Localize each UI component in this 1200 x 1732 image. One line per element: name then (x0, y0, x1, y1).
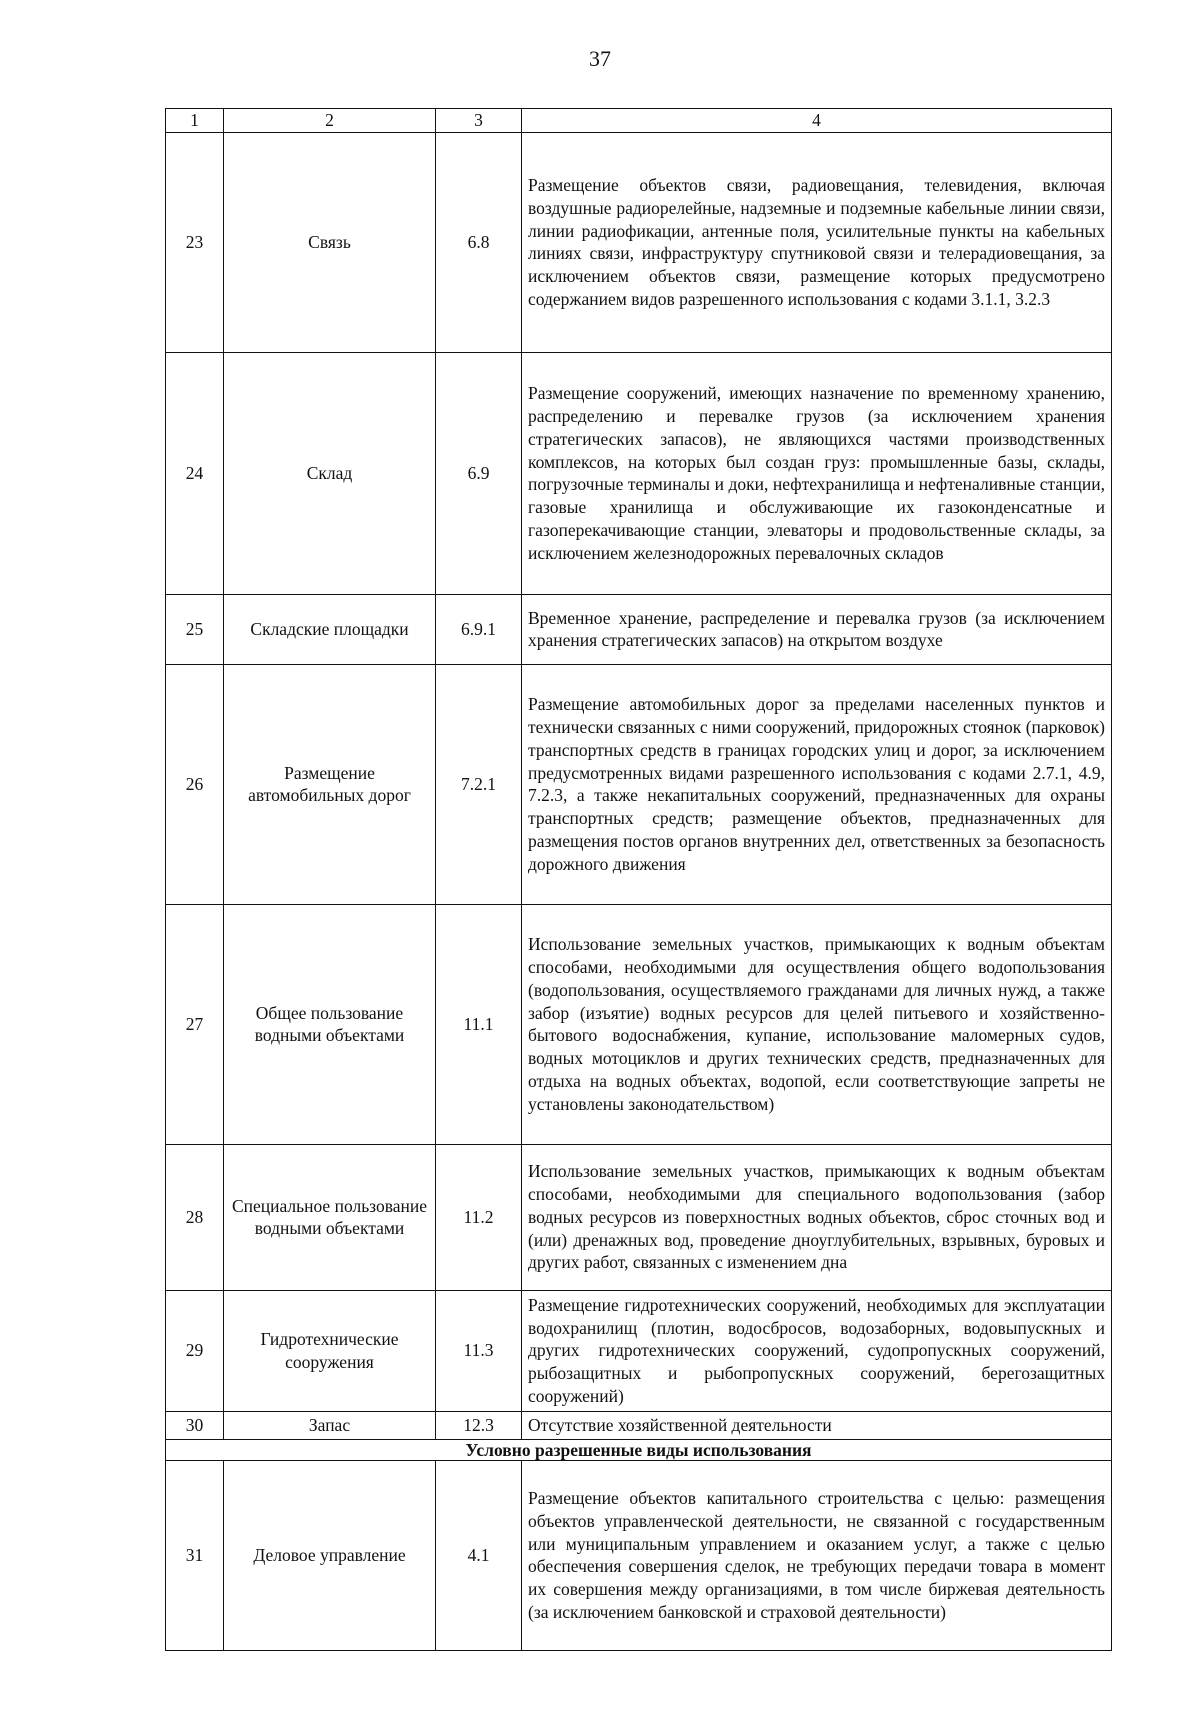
use-type-description: Отсутствие хозяйственной деятельности (522, 1411, 1112, 1439)
table-row (166, 594, 1112, 664)
use-type-name: Гидротехнические сооружения (224, 1290, 436, 1411)
use-type-code: 12.3 (436, 1411, 522, 1439)
use-type-name: Связь (224, 132, 436, 352)
section-title: Условно разрешенные виды использования (166, 1439, 1112, 1460)
row-number: 25 (166, 594, 224, 664)
use-type-code: 11.3 (436, 1290, 522, 1411)
use-type-description: Размещение объектов связи, радиовещания, телевидения, включая воздушные радиорелейные, надземные и подземные кабельные линии связи, линии радиофикации, антенные поля, усилительные пункты на кабельных линиях связи, инфраструктуру спутниковой связи и телерадиовещания, за исключением объектов связи, размещение которых предусмотрено содержанием видов разрешенного использования с кодами 3.1.1, 3.2.3 (522, 132, 1112, 352)
use-type-description: Размещение гидротехнических сооружений, необходимых для эксплуатации водохранилищ (плотин, водосбросов, водозаборных, водовыпускных и других гидротехнических сооружений, судопропускных сооружений, рыбозащитных и рыбопропускных сооружений, берегозащитных сооружений) (522, 1290, 1112, 1411)
use-type-code: 11.1 (436, 904, 522, 1144)
table-header-row (166, 109, 1112, 133)
row-number: 24 (166, 352, 224, 594)
use-type-name: Деловое управление (224, 1460, 436, 1650)
use-type-code: 4.1 (436, 1460, 522, 1650)
row-number: 23 (166, 132, 224, 352)
use-type-name: Запас (224, 1411, 436, 1439)
use-type-name: Складские площадки (224, 594, 436, 664)
column-header-1: 1 (166, 109, 224, 133)
use-type-code: 6.9 (436, 352, 522, 594)
use-type-code: 11.2 (436, 1144, 522, 1290)
table-row (166, 904, 1112, 1144)
row-number: 30 (166, 1411, 224, 1439)
column-header-3: 3 (436, 109, 522, 133)
use-type-description: Размещение сооружений, имеющих назначение по временному хранению, распределению и перевалке грузов (за исключением хранения стратегических запасов), не являющихся частями производственных комплексов, на которых был создан груз: промышленные базы, склады, погрузочные терминалы и доки, нефтехранилища и нефтеналивные станции, газовые хранилища и обслуживающие их газоконденсатные и газоперекачивающие станции, элеваторы и продовольственные склады, за исключением железнодорожных перевалочных складов (522, 352, 1112, 594)
use-type-code: 7.2.1 (436, 664, 522, 904)
table-row (166, 664, 1112, 904)
row-number: 27 (166, 904, 224, 1144)
use-type-code: 6.8 (436, 132, 522, 352)
row-number: 26 (166, 664, 224, 904)
table-row (166, 1411, 1112, 1439)
use-type-description: Размещение автомобильных дорог за пределами населенных пунктов и технически связанных с ними сооружений, придорожных стоянок (парковок) транспортных средств в границах городских улиц и дорог, за исключением предусмотренных видами разрешенного использования с кодами 2.7.1, 4.9, 7.2.3, а также некапитальных сооружений, предназначенных для охраны транспортных средств; размещение объектов, предназначенных для размещения постов органов внутренних дел, ответственных за безопасность дорожного движения (522, 664, 1112, 904)
use-type-name: Размещение автомобильных дорог (224, 664, 436, 904)
use-type-description: Использование земельных участков, примыкающих к водным объектам способами, необходимыми для осуществления общего водопользования (водопользования, осуществляемого гражданами для личных нужд, а также забор (изъятие) водных ресурсов для целей питьевого и хозяйственно-бытового водоснабжения, купание, использование маломерных судов, водных мотоциклов и других технических средств, предназначенных для отдыха на водных объектах, водопой, если соответствующие запреты не установлены законодательством) (522, 904, 1112, 1144)
table-row (166, 1290, 1112, 1411)
use-type-description: Использование земельных участков, примыкающих к водным объектам способами, необходимыми для специального водопользования (забор водных ресурсов из поверхностных водных объектов, сброс сточных вод и (или) дренажных вод, проведение дноуглубительных, взрывных, буровых и других работ, связанных с изменением дна (522, 1144, 1112, 1290)
table-row (166, 1144, 1112, 1290)
use-type-description: Размещение объектов капитального строительства с целью: размещения объектов управленческой деятельности, не связанной с государственным или муниципальным управлением и оказанием услуг, а также с целью обеспечения совершения сделок, не требующих передачи товара в момент их совершения между организациями, в том числе биржевая деятельность (за исключением банковской и страховой деятельности) (522, 1460, 1112, 1650)
table-row (166, 132, 1112, 352)
section-header-row (166, 1439, 1112, 1460)
table-row (166, 352, 1112, 594)
table-row (166, 1460, 1112, 1650)
use-type-name: Общее пользование водными объектами (224, 904, 436, 1144)
use-type-name: Специальное пользование водными объектами (224, 1144, 436, 1290)
land-use-table (165, 108, 1112, 1651)
column-header-2: 2 (224, 109, 436, 133)
row-number: 28 (166, 1144, 224, 1290)
use-type-name: Склад (224, 352, 436, 594)
row-number: 31 (166, 1460, 224, 1650)
use-type-code: 6.9.1 (436, 594, 522, 664)
column-header-4: 4 (522, 109, 1112, 133)
page-number: 37 (589, 46, 611, 71)
use-type-description: Временное хранение, распределение и перевалка грузов (за исключением хранения стратегических запасов) на открытом воздухе (522, 594, 1112, 664)
row-number: 29 (166, 1290, 224, 1411)
